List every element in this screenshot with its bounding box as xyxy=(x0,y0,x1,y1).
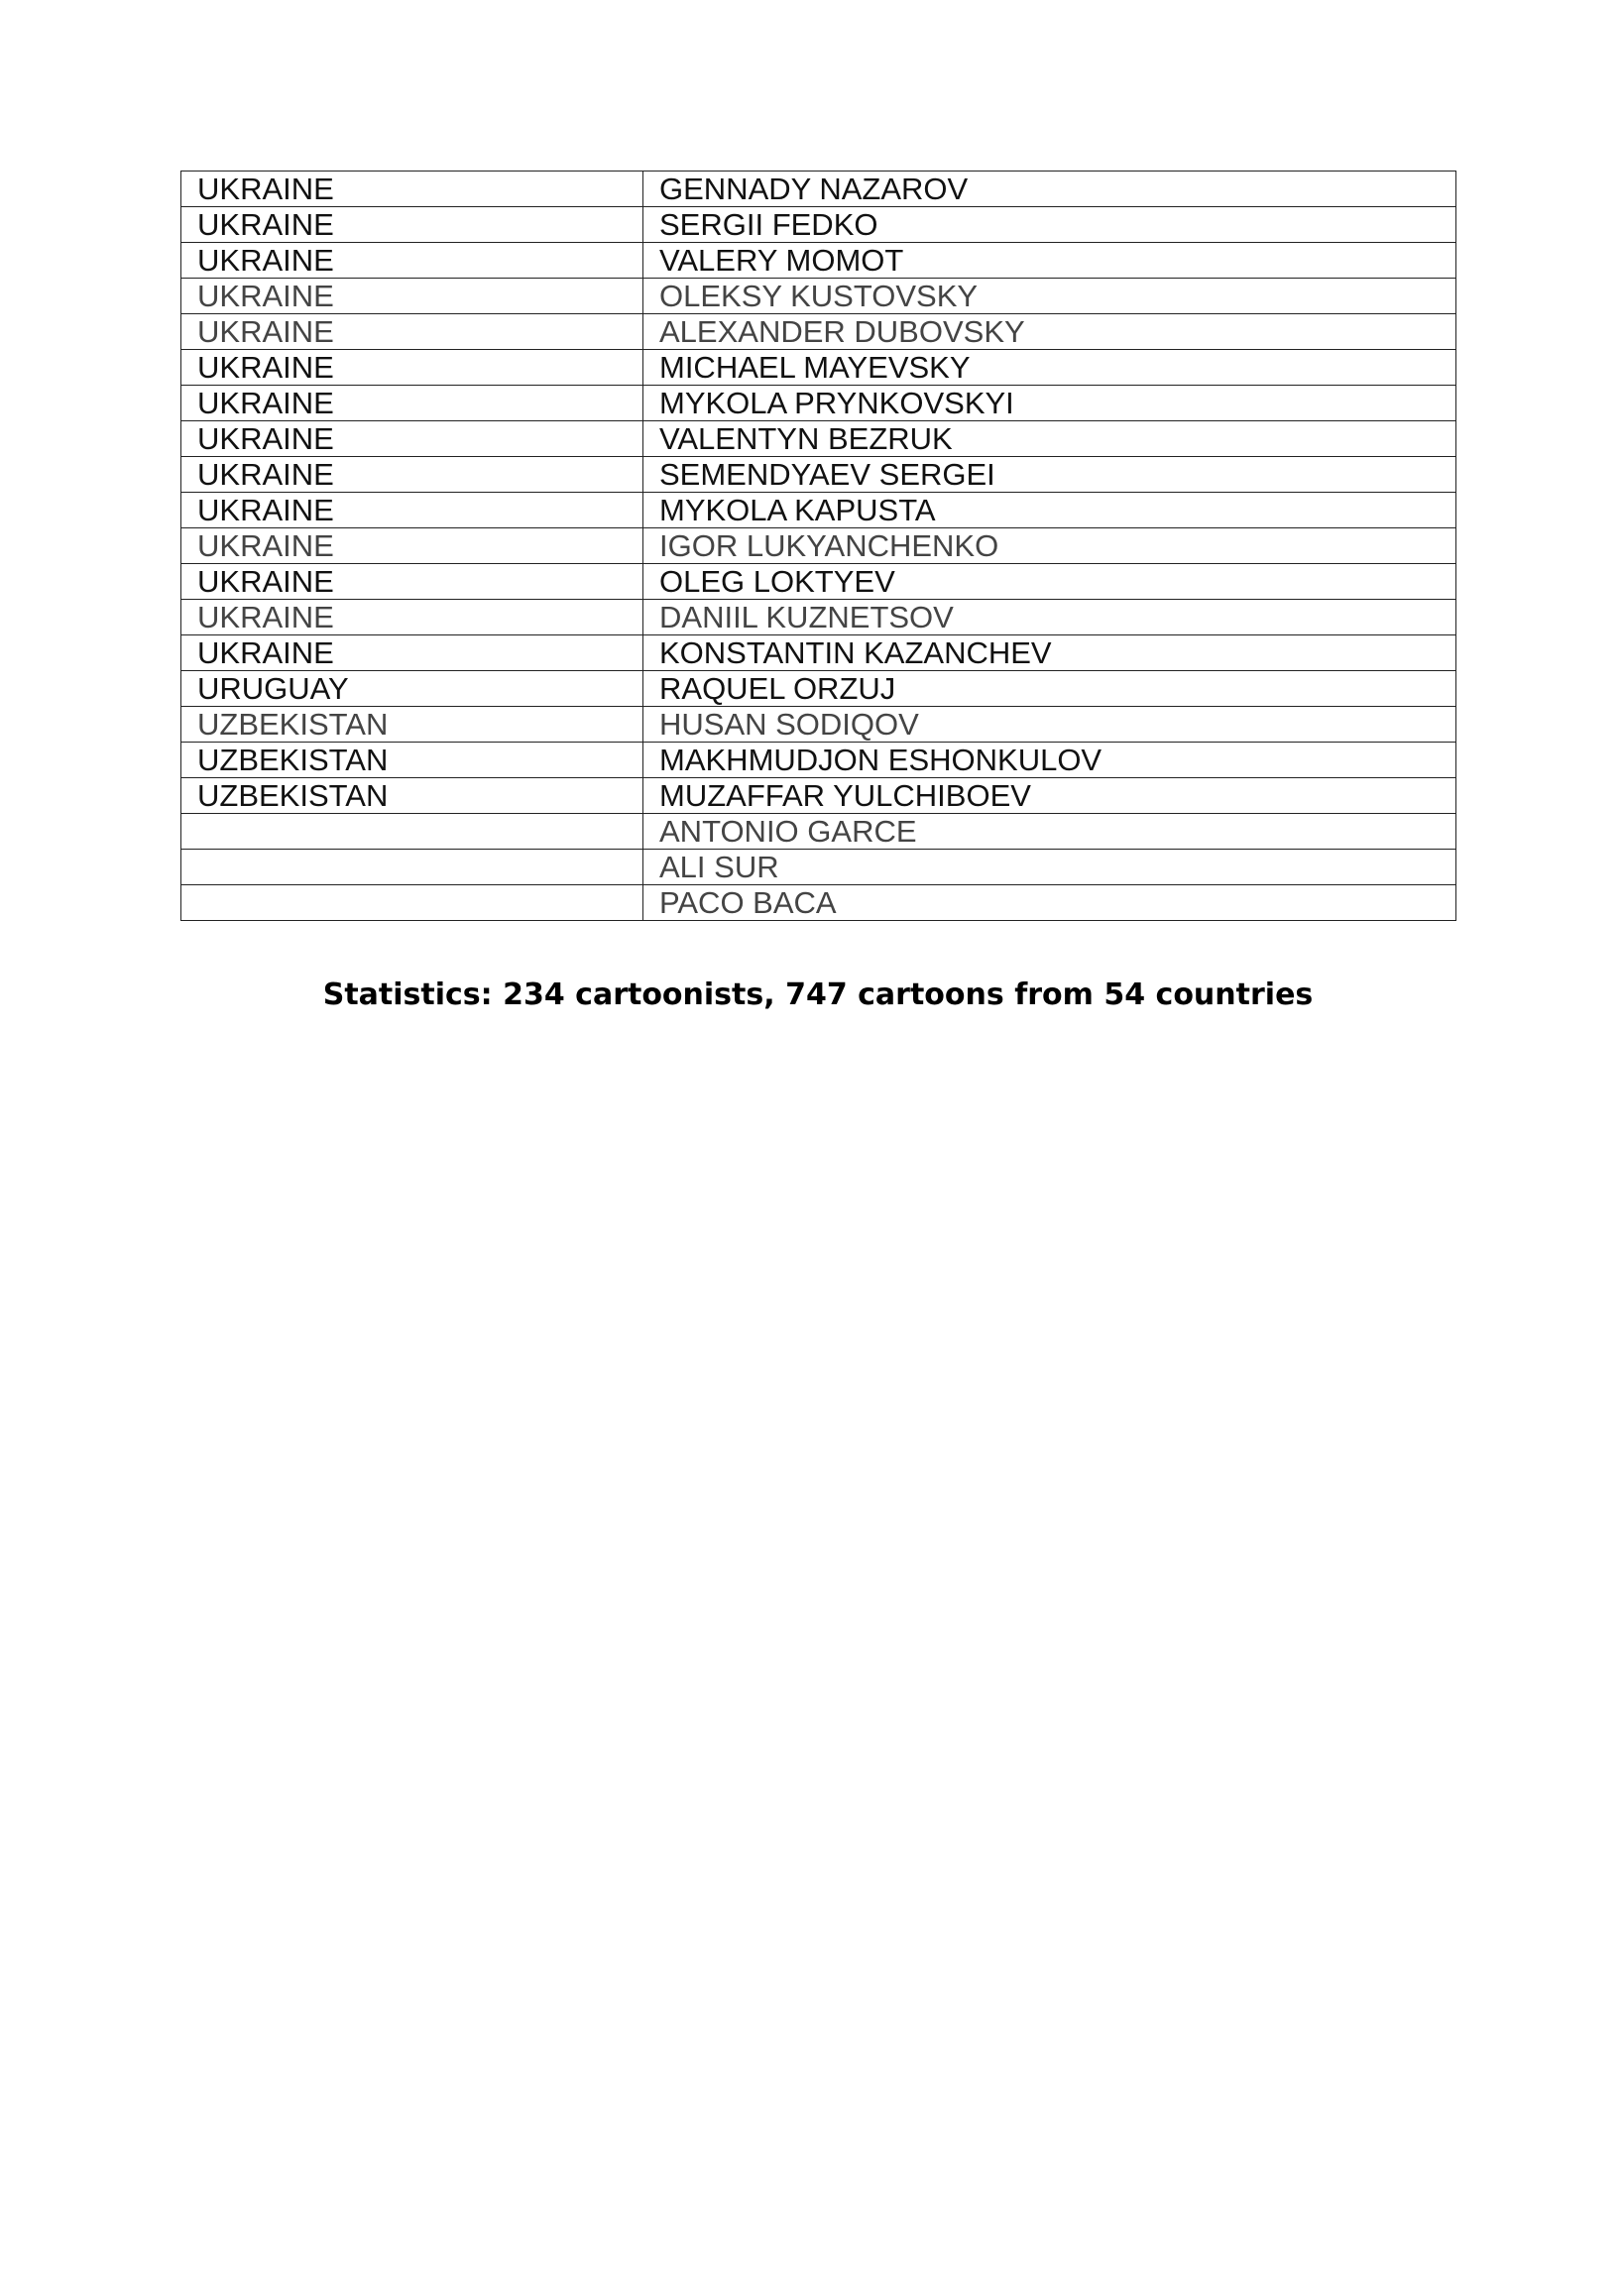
cartoonist-name-cell: KONSTANTIN KAZANCHEV xyxy=(643,635,1456,671)
table-row xyxy=(181,207,1456,243)
cartoonist-name-cell: MICHAEL MAYEVSKY xyxy=(643,350,1456,386)
cartoonist-name-cell: HUSAN SODIQOV xyxy=(643,707,1456,743)
table-row xyxy=(181,386,1456,421)
cartoonist-name-cell: IGOR LUKYANCHENKO xyxy=(643,528,1456,564)
table-row xyxy=(181,279,1456,314)
cartoonist-name-cell: RAQUEL ORZUJ xyxy=(643,671,1456,707)
cartoonist-name-cell: VALERY MOMOT xyxy=(643,243,1456,279)
table-row xyxy=(181,707,1456,743)
table-row xyxy=(181,493,1456,528)
country-cell xyxy=(181,814,643,850)
country-cell: UKRAINE xyxy=(181,386,643,421)
country-cell xyxy=(181,850,643,885)
country-cell: UKRAINE xyxy=(181,635,643,671)
cartoonist-name-cell: OLEKSY KUSTOVSKY xyxy=(643,279,1456,314)
table-row xyxy=(181,743,1456,778)
table-row xyxy=(181,778,1456,814)
country-cell: UKRAINE xyxy=(181,207,643,243)
table-row xyxy=(181,243,1456,279)
country-cell: UZBEKISTAN xyxy=(181,778,643,814)
cartoonist-name-cell: SERGII FEDKO xyxy=(643,207,1456,243)
country-cell: URUGUAY xyxy=(181,671,643,707)
country-cell: UKRAINE xyxy=(181,350,643,386)
table-row xyxy=(181,314,1456,350)
table-row xyxy=(181,457,1456,493)
country-cell: UKRAINE xyxy=(181,421,643,457)
table-row xyxy=(181,172,1456,207)
cartoonist-name-cell: MUZAFFAR YULCHIBOEV xyxy=(643,778,1456,814)
cartoonist-name-cell: ANTONIO GARCE xyxy=(643,814,1456,850)
country-cell: UKRAINE xyxy=(181,172,643,207)
table-row xyxy=(181,528,1456,564)
table-row xyxy=(181,350,1456,386)
country-cell: UKRAINE xyxy=(181,314,643,350)
table-row xyxy=(181,635,1456,671)
country-cell xyxy=(181,885,643,921)
cartoonist-name-cell: VALENTYN BEZRUK xyxy=(643,421,1456,457)
table-row xyxy=(181,850,1456,885)
cartoonist-name-cell: MYKOLA KAPUSTA xyxy=(643,493,1456,528)
table-row xyxy=(181,421,1456,457)
country-cell: UKRAINE xyxy=(181,279,643,314)
cartoonist-name-cell: ALEXANDER DUBOVSKY xyxy=(643,314,1456,350)
country-cell: UKRAINE xyxy=(181,457,643,493)
country-cell: UKRAINE xyxy=(181,564,643,600)
country-cell: UKRAINE xyxy=(181,493,643,528)
cartoonist-name-cell: PACO BACA xyxy=(643,885,1456,921)
country-cell: UZBEKISTAN xyxy=(181,707,643,743)
statistics-summary: Statistics: 234 cartoonists, 747 cartoons from 54 countries xyxy=(322,977,1314,1012)
country-cell: UKRAINE xyxy=(181,243,643,279)
cartoonist-name-cell: SEMENDYAEV SERGEI xyxy=(643,457,1456,493)
table-row xyxy=(181,600,1456,635)
cartoonist-name-cell: DANIIL KUZNETSOV xyxy=(643,600,1456,635)
table-row xyxy=(181,564,1456,600)
participants-table xyxy=(180,171,1456,921)
country-cell: UKRAINE xyxy=(181,600,643,635)
cartoonist-name-cell: MAKHMUDJON ESHONKULOV xyxy=(643,743,1456,778)
country-cell: UZBEKISTAN xyxy=(181,743,643,778)
cartoonist-name-cell: ALI SUR xyxy=(643,850,1456,885)
table-row xyxy=(181,671,1456,707)
cartoonist-name-cell: GENNADY NAZAROV xyxy=(643,172,1456,207)
table-row xyxy=(181,814,1456,850)
participants-table-body xyxy=(181,172,1456,921)
cartoonist-name-cell: OLEG LOKTYEV xyxy=(643,564,1456,600)
country-cell: UKRAINE xyxy=(181,528,643,564)
table-row xyxy=(181,885,1456,921)
cartoonist-name-cell: MYKOLA PRYNKOVSKYI xyxy=(643,386,1456,421)
